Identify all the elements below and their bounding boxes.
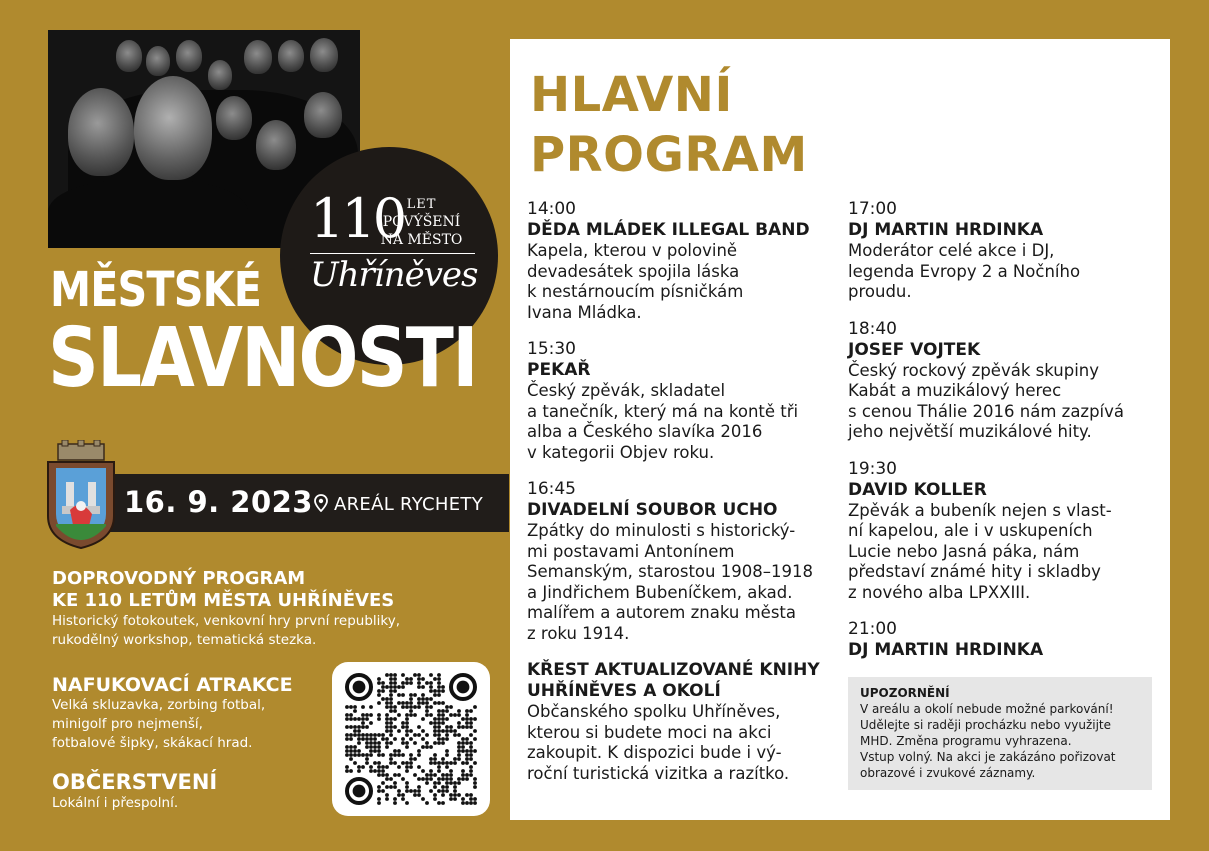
program-item xyxy=(848,459,1158,604)
program-description: Moderátor celé akce i DJ, legenda Evropy 2 a Nočního proudu. xyxy=(848,241,1081,301)
program-item xyxy=(527,199,837,323)
program-time: 21:00 xyxy=(848,619,897,639)
accompanying-text-1: Historický fotokoutek, venkovní hry první republiky, xyxy=(52,613,401,629)
program-performer: PEKAŘ xyxy=(527,360,591,380)
program-description: Zpěvák a bubeník nejen s vlast- ní kapelou, ale i v uskupeních Lucie nebo Jasná páka, nám představí známé hity i skladby z nového alba LPXXIII. xyxy=(848,500,1112,602)
program-time: 16:45 xyxy=(527,479,576,499)
attractions-text-1: Velká skluzavka, zorbing fotbal, xyxy=(52,697,266,713)
badge-number: 110 xyxy=(310,187,405,250)
program-performer: KŘEST AKTUALIZOVANÉ KNIHY xyxy=(527,660,820,680)
badge-town: Uhříněves xyxy=(310,255,478,295)
program-description: Český zpěvák, skladatel a tanečník, který má na kontě tři alba a Českého slavíka 2016 v kategorii Objev roku. xyxy=(527,381,799,462)
program-performer-line-2: UHŘÍNĚVES A OKOLÍ xyxy=(527,681,721,701)
accompanying-heading-2: KE 110 LETŮM MĚSTA UHŘÍNĚVES xyxy=(52,590,395,611)
main-program-panel xyxy=(510,39,1170,820)
program-item xyxy=(848,319,1158,443)
program-title xyxy=(530,65,808,185)
refreshments-text: Lokální i přespolní. xyxy=(52,795,179,811)
program-column-1 xyxy=(527,199,837,800)
program-time: 18:40 xyxy=(848,318,897,339)
inflatable-attractions xyxy=(52,674,342,753)
program-item xyxy=(527,339,837,463)
accompanying-program xyxy=(52,568,472,650)
program-time: 17:00 xyxy=(848,199,897,219)
badge-line-3: NA MĚSTO xyxy=(380,232,463,248)
title-line-2: SLAVNOSTI xyxy=(48,311,477,406)
badge-divider xyxy=(310,253,475,254)
program-title-line-1: HLAVNÍ xyxy=(530,67,733,123)
program-performer: DJ MARTIN HRDINKA xyxy=(848,640,1044,660)
program-time: 14:00 xyxy=(527,199,576,219)
program-time: 19:30 xyxy=(848,458,897,479)
badge-line-1: LET xyxy=(406,197,437,212)
attractions-text-3: fotbalové šipky, skákací hrad. xyxy=(52,735,253,751)
event-date: 16. 9. 2023 xyxy=(124,485,313,519)
program-item xyxy=(848,199,1158,303)
event-venue: AREÁL RYCHETY xyxy=(334,494,483,515)
qr-code[interactable] xyxy=(332,662,490,816)
qr-code-icon xyxy=(345,673,477,805)
program-description: Kapela, kterou v polovině devadesátek spojila láska k nestárnoucím písničkám Ivana Mládka. xyxy=(527,241,744,322)
program-description: Občanského spolku Uhříněves, kterou si budete moci na akci zakoupit. K dispozici bude i vý- roční turistická vizitka a razítko. xyxy=(527,702,790,783)
accompanying-text-2: rukodělný workshop, tematická stezka. xyxy=(52,632,317,648)
program-performer: DIVADELNÍ SOUBOR UCHO xyxy=(527,500,778,520)
title-line-1: MĚSTSKÉ xyxy=(50,262,262,318)
program-item xyxy=(527,479,837,644)
program-item xyxy=(848,619,1158,661)
program-description: Zpátky do minulosti s historický- mi postavami Antonínem Semanským, starostou 1908–1918 a Jindřichem Bubeníčkem, akad. malířem a autorem znaku města z roku 1914. xyxy=(527,521,813,643)
coat-of-arms-icon xyxy=(44,440,118,550)
program-title-line-2: PROGRAM xyxy=(530,127,808,183)
program-time: 15:30 xyxy=(527,339,576,359)
notice-box xyxy=(848,677,1152,790)
notice-title: UPOZORNĚNÍ xyxy=(860,686,950,700)
program-performer: JOSEF VOJTEK xyxy=(848,339,981,360)
program-performer: DĚDA MLÁDEK ILLEGAL BAND xyxy=(527,220,810,240)
program-description: Český rockový zpěvák skupiny Kabát a muzikálový herec s cenou Thálie 2016 nám zazpívá jeho největší muzikálové hity. xyxy=(848,360,1125,441)
attractions-text-2: minigolf pro nejmenší, xyxy=(52,716,203,732)
date-bar xyxy=(78,474,509,532)
program-performer: DJ MARTIN HRDINKA xyxy=(848,220,1044,240)
attractions-heading: NAFUKOVACÍ ATRAKCE xyxy=(52,674,293,696)
program-column-2 xyxy=(848,199,1158,677)
refreshments-heading: OBČERSTVENÍ xyxy=(52,770,218,794)
accompanying-heading-1: DOPROVODNÝ PROGRAM xyxy=(52,568,306,589)
notice-text: V areálu a okolí nebude možné parkování! Udělejte si raději procházku nebo využijte MHD. Změna programu vyhrazena. Vstup volný. Na akci je zakázáno pořizovat obrazové i zvukové záznamy. xyxy=(860,702,1116,780)
refreshments xyxy=(52,770,342,813)
badge-line-2: POVÝŠENÍ xyxy=(382,214,461,230)
program-performer: DAVID KOLLER xyxy=(848,479,987,500)
program-item xyxy=(527,660,837,784)
location-pin-icon xyxy=(314,494,328,512)
